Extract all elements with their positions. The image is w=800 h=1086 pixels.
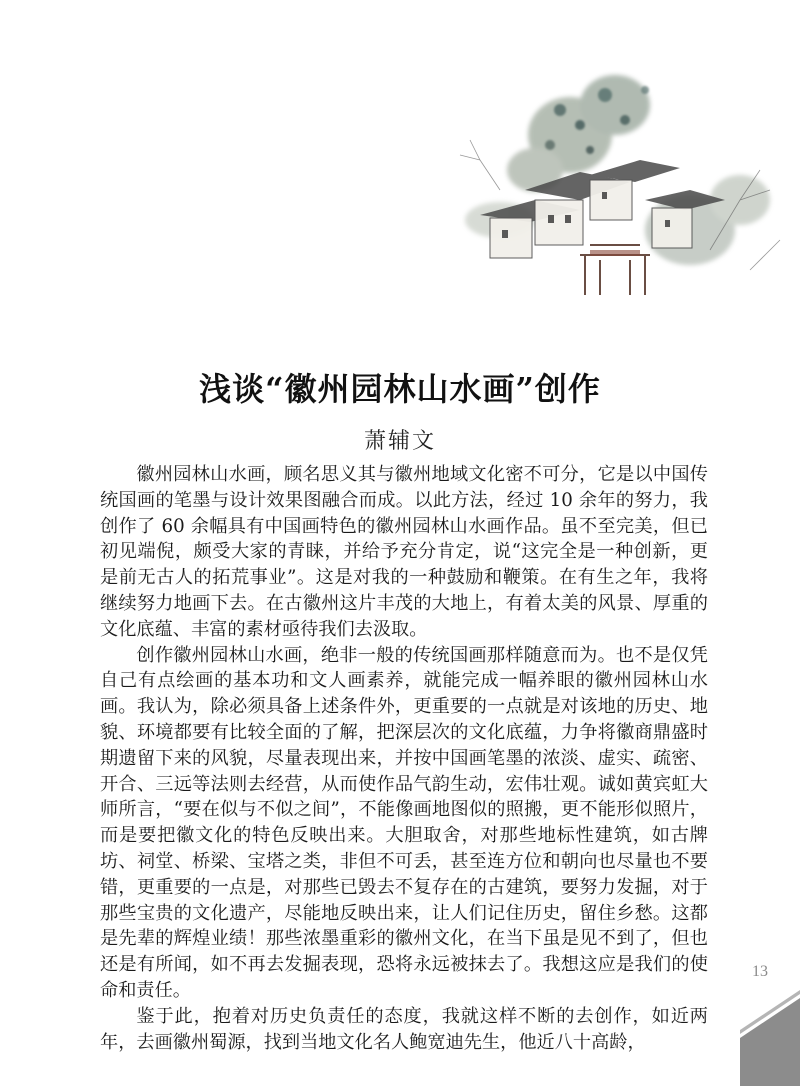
article-title: 浅谈“徽州园林山水画”创作 — [199, 370, 601, 408]
corner-decoration — [740, 968, 800, 1086]
ink-painting-illustration — [440, 50, 800, 310]
article-body — [100, 462, 708, 1055]
paragraph: 鉴于此，抱着对历史负责任的态度，我就这样不断的去创作，如近两年，去画徽州蜀源，找到当地文化名人鲍宽迪先生，他近八十高龄， — [100, 1005, 708, 1053]
paragraph: 徽州园林山水画，顾名思义其与徽州地域文化密不可分，它是以中国传统国画的笔墨与设计效果图融合而成。以此方法，经过 10 余年的努力，我创作了 60 余幅具有中国画特色的徽州园林山水画作品。虽不至完美，但已初见端倪，颇受大家的青睐，并给予充分肯定，说“这完全是一种创新，更是前无古人的拓荒事业”。这是对我的一种鼓励和鞭策。在有生之年，我将继续努力地画下去。在古徽州这片丰茂的大地上，有着太美的风景、厚重的文化底蕴、丰富的素材亟待我们去汲取。 — [100, 464, 708, 640]
paragraph: 创作徽州园林山水画，绝非一般的传统国画那样随意而为。也不是仅凭自己有点绘画的基本功和文人画素养，就能完成一幅养眼的徽州园林山水画。我认为，除必须具备上述条件外，更重要的一点就是对该地的历史、地貌、环境都要有比较全面的了解，把深层次的文化底蕴，力争将徽商鼎盛时期遗留下来的风貌，尽量表现出来，并按中国画笔墨的浓淡、虚实、疏密、开合、三远等法则去经营，从而使作品气韵生动，宏伟壮观。诚如黄宾虹大师所言，“要在似与不似之间”，不能像画地图似的照搬，更不能形似照片，而是要把徽文化的特色反映出来。大胆取舍，对那些地标性建筑，如古牌坊、祠堂、桥梁、宝塔之类，非但不可丢，甚至连方位和朝向也尽量也不要错，更重要的一点是，对那些已毁去不复存在的古建筑，要努力发掘，对于那些宝贵的文化遗产，尽能地反映出来，让人们记住历史，留住乡愁。这都是先辈的辉煌业绩！那些浓墨重彩的徽州文化，在当下虽是见不到了，但也还是有所闻，如不再去发掘表现，恐将永远被抹去了。我想这应是我们的使命和责任。 — [100, 644, 708, 1001]
page-number: 13 — [752, 963, 768, 980]
article-author: 萧辅文 — [363, 429, 436, 454]
